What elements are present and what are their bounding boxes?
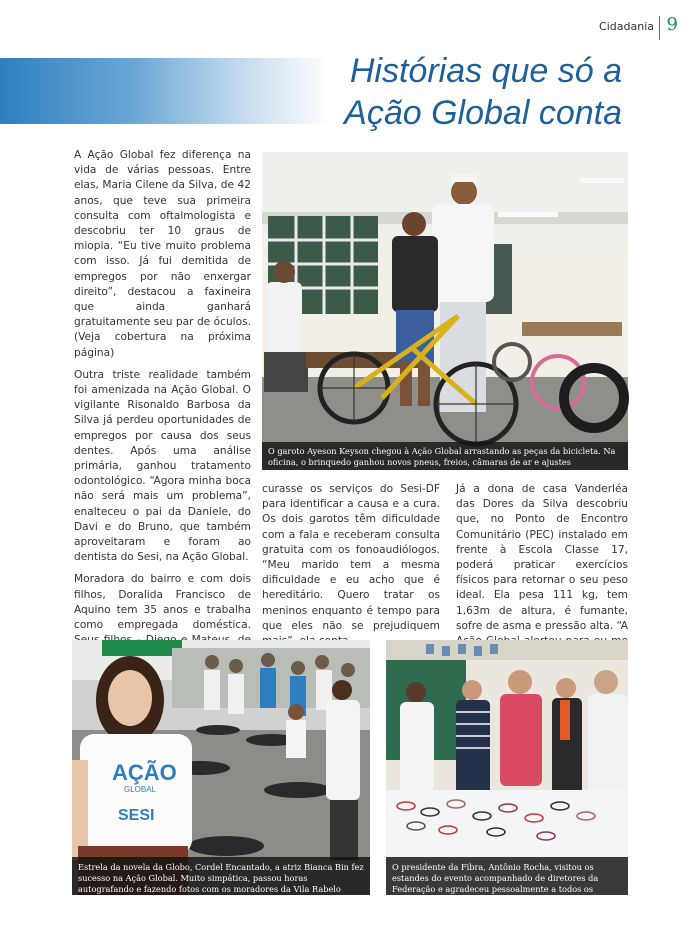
photo-caption: Estrela da novela da Globo, Cordel Encantado, a atriz Bianca Bin fez sucesso na Ação Global. Muito simpática, passou horas autografando e fazendo fotos com os moradores da Vila Rabelo [72,857,370,895]
shirt-text: GLOBAL [124,785,157,794]
shirt-text: SESI [118,807,155,824]
photo-actress [72,640,370,895]
page-number: 9 [666,14,678,35]
article-title [302,50,622,134]
photo-caption: O garoto Ayeson Keyson chegou à Ação Global arrastando as peças da bicicleta. Na oficina, o brinquedo ganhou novos pneus, freios, câmaras de ar e ajustes [262,442,628,470]
paragraph: Já a dona de casa Vanderléa das Dores da Silva descobriu que, no Ponto de Encontro Comunitário (PEC) instalado em frente à Escola Classe 17, poderá praticar exercícios físicos para retornar o seu peso ideal. Ela pesa 111 kg, tem 1,63m de altura, é fumante, sofre de asma e pressão alta. “A [456,483,628,632]
section-label: Cidadania [599,20,654,33]
photo-caption: O presidente da Fibra, Antônio Rocha, visitou os estandes do evento acompanhado de diretores da Federação e agradeceu pessoalmente a todos os apoiadores da Ação Global [386,857,628,895]
paragraph: Moradora do bairro e com dois filhos, Doralida Francisco de Aquino tem 35 anos e trabalha como empregada doméstica. [74,573,251,632]
header-divider [659,16,660,40]
paragraph: Outra triste realidade também foi amenizada na Ação Global. O vigilante Risonaldo Barbosa da Silva já perdeu oportunidades de empregos por causa dos seus dentes. Após uma análise primária, ganhou tratamento odontológico. “Agora minha boca não será mais um problema”, enalteceu o pai da Daniele, do Davi e do Bruno, que também aproveitaram e foram ao dentista do Sesi, na Ação Global. [74,368,251,564]
photo-bicycle-workshop [262,152,628,470]
paragraph: A Ação Global fez diferença na vida de várias pessoas. Entre elas, Maria Cilene da Silva, de 42 anos, que teve sua primeira consulta com oftalmologista e descobriu ter 10 graus de miopia. “Eu tive muito problema com isso. Já fui demitida de empregos por não enxergar direito”, destacou a faxineira que ainda ganhará gratuitamente seu par de óculos. (Veja cobertura na próxima página) [74,149,251,359]
photo-fibra-president [386,640,628,905]
article-title-line-2: Ação Global conta [344,94,622,132]
article-title-line-1: Histórias que só a [349,52,622,90]
shirt-text: AÇÃO [112,760,177,785]
paragraph: curasse os serviços do Sesi-DF para identificar a causa e a cura. Os dois garotos têm dificuldade com a fala e receberam consulta gratuita com os fonoaudiólogos. “Meu marido tem a mesma dificuldade e eu acho que é hereditário. Quero tratar os meninos enquanto é tempo para que eles não se prejudiquem [262,483,440,632]
title-gradient-bar [0,58,330,124]
text-column-2 [262,482,440,656]
text-column-1 [74,148,251,716]
bicycle-photo-illustration [262,152,628,470]
